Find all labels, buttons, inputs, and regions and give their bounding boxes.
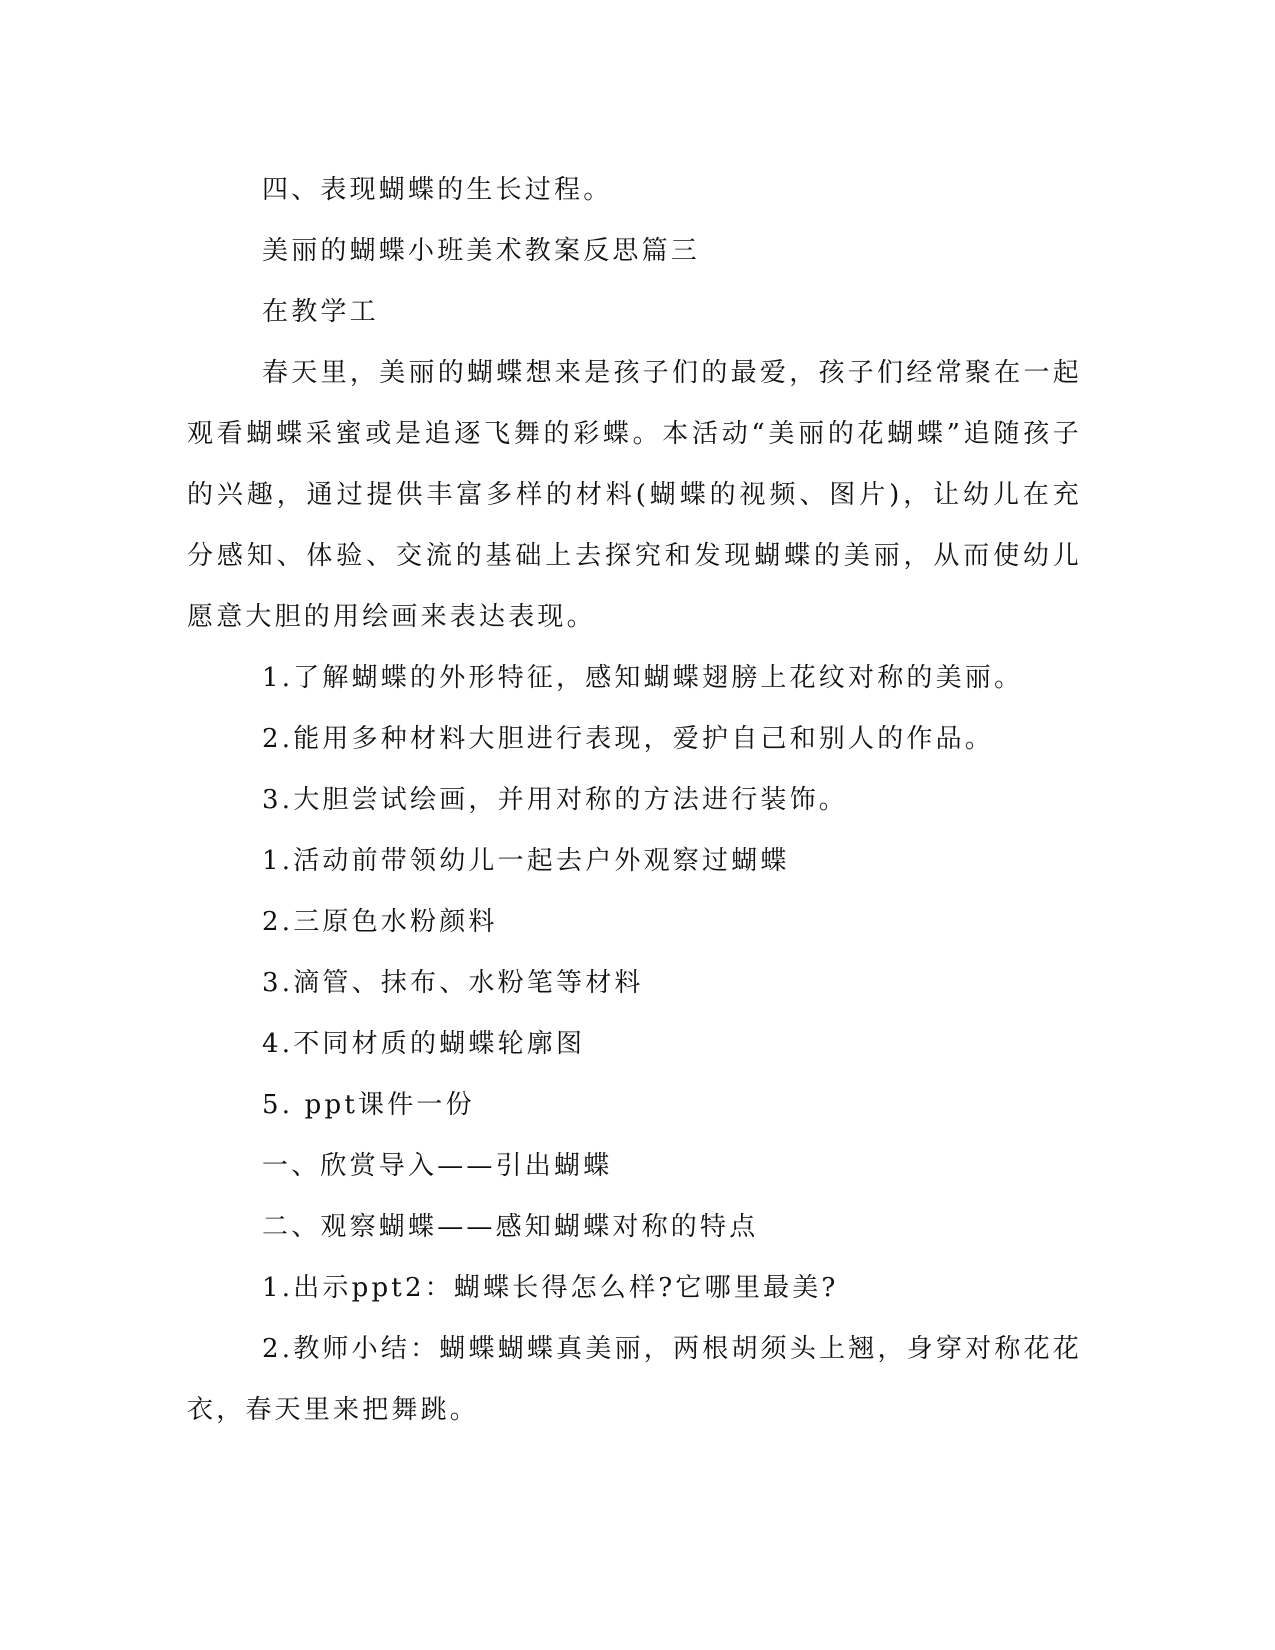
material-item: 3.滴管、抹布、水粉笔等材料 — [262, 968, 644, 998]
text-line: 在教学工 — [262, 297, 379, 327]
intro-paragraph: 春天里，美丽的蝴蝶想来是孩子们的最爱，孩子们经常聚在一起观看蝴蝶采蜜或是追逐飞舞的彩蝶。本活动“美丽的花蝴蝶”追随孩子的兴趣，通过提供丰富多样的材料(蝴蝶的视频、图片)，让幼儿在充分感知、体验、交流的基础上去探究和发现蝴蝶的美丽，从而使幼儿愿意大胆的用绘画来表达表现。 — [187, 358, 1082, 632]
step-heading: 二、观察蝴蝶——感知蝴蝶对称的特点 — [262, 1212, 759, 1242]
step-heading: 一、欣赏导入——引出蝴蝶 — [262, 1151, 613, 1181]
section-heading-four: 四、表现蝴蝶的生长过程。 — [262, 175, 613, 205]
goal-item: 2.能用多种材料大胆进行表现，爱护自己和别人的作品。 — [262, 724, 995, 754]
summary-paragraph: 2.教师小结：蝴蝶蝴蝶真美丽，两根胡须头上翘，身穿对称花花衣，春天里来把舞跳。 — [187, 1334, 1082, 1425]
material-item: 5. ppt课件一份 — [262, 1090, 475, 1120]
document-body — [187, 160, 1082, 1441]
step-item: 1.出示ppt2：蝴蝶长得怎么样?它哪里最美? — [262, 1273, 839, 1303]
material-item: 4.不同材质的蝴蝶轮廓图 — [262, 1029, 586, 1059]
goal-item: 1.了解蝴蝶的外形特征，感知蝴蝶翅膀上花纹对称的美丽。 — [262, 663, 1024, 693]
material-item: 2.三原色水粉颜料 — [262, 907, 498, 937]
material-item: 1.活动前带领幼儿一起去户外观察过蝴蝶 — [262, 846, 790, 876]
article-title: 美丽的蝴蝶小班美术教案反思篇三 — [262, 236, 701, 266]
goal-item: 3.大胆尝试绘画，并用对称的方法进行装饰。 — [262, 785, 849, 815]
